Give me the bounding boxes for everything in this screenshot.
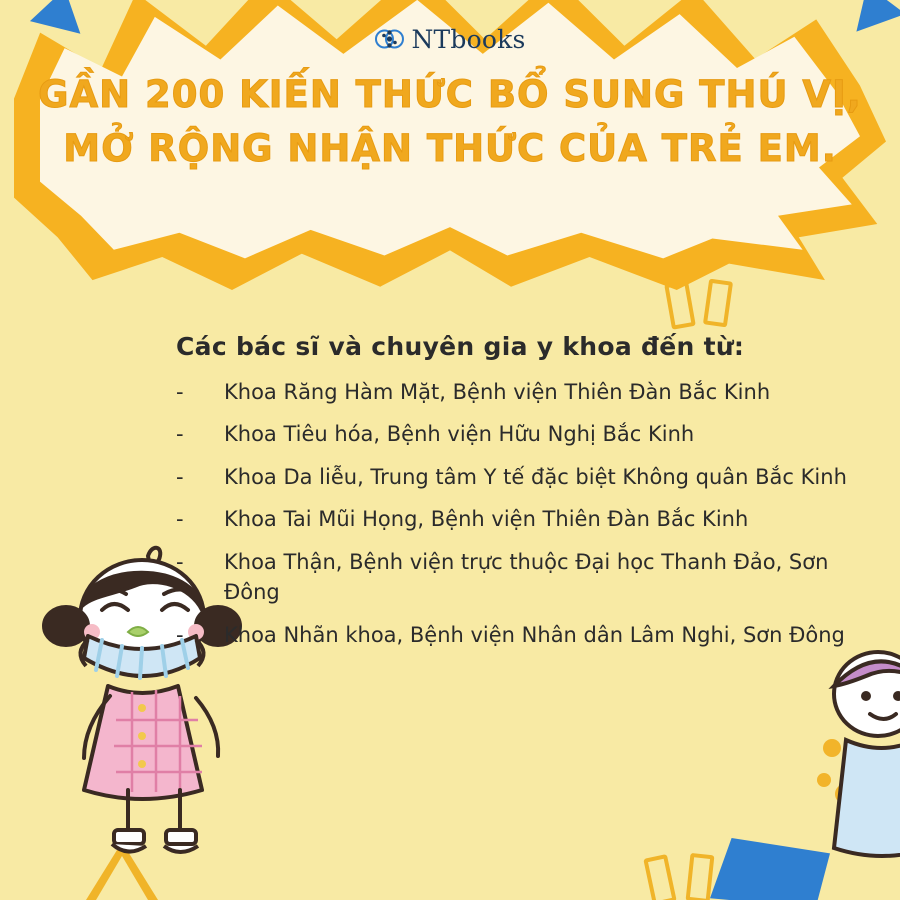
contributors-section [176, 332, 876, 662]
list-item [176, 547, 876, 608]
list-bullet: - [176, 422, 184, 447]
list-item-label: Khoa Tiêu hóa, Bệnh viện Hữu Nghị Bắc Kinh [224, 422, 695, 447]
brand-logo [374, 24, 525, 54]
list-item [176, 462, 876, 492]
list-item-label: Khoa Tai Mũi Họng, Bệnh viện Thiên Đàn Bắc Kinh [224, 507, 749, 532]
section-title: Các bác sĩ và chuyên gia y khoa đến từ: [176, 332, 745, 361]
atom-logo-icon [374, 24, 404, 54]
page-title [0, 68, 900, 175]
list-item [176, 419, 876, 449]
brand-name: NTbooks [411, 24, 526, 54]
list-item [176, 504, 876, 534]
headline-line-1: GẦN 200 KIẾN THỨC BỔ SUNG THÚ VỊ, [38, 73, 862, 116]
headline-line-2: MỞ RỘNG NHẬN THỨC CỦA TRẺ EM. [63, 126, 837, 170]
decor-rect-outline-4 [686, 853, 715, 900]
list-item-label: Khoa Da liễu, Trung tâm Y tế đặc biệt Không quân Bắc Kinh [224, 464, 847, 489]
list-item-label: Khoa Răng Hàm Mặt, Bệnh viện Thiên Đàn Bắc Kinh [224, 380, 771, 404]
decor-rect-outline-3 [643, 854, 676, 900]
list-item-label: Khoa Nhãn khoa, Bệnh viện Nhân dân Lâm Nghi, Sơn Đông [224, 622, 845, 647]
list-bullet: - [176, 380, 184, 404]
list-item [176, 377, 876, 407]
list-bullet: - [176, 464, 184, 489]
list-item-label: Khoa Thận, Bệnh viện trực thuộc Đại học Thanh Đảo, Sơn Đông [224, 549, 829, 605]
list-bullet: - [176, 549, 184, 574]
decor-bottom-blue-shape [710, 838, 830, 900]
decor-side-character [816, 640, 900, 870]
list-bullet: - [176, 622, 184, 647]
list-bullet: - [176, 507, 184, 532]
list-item [176, 620, 876, 650]
